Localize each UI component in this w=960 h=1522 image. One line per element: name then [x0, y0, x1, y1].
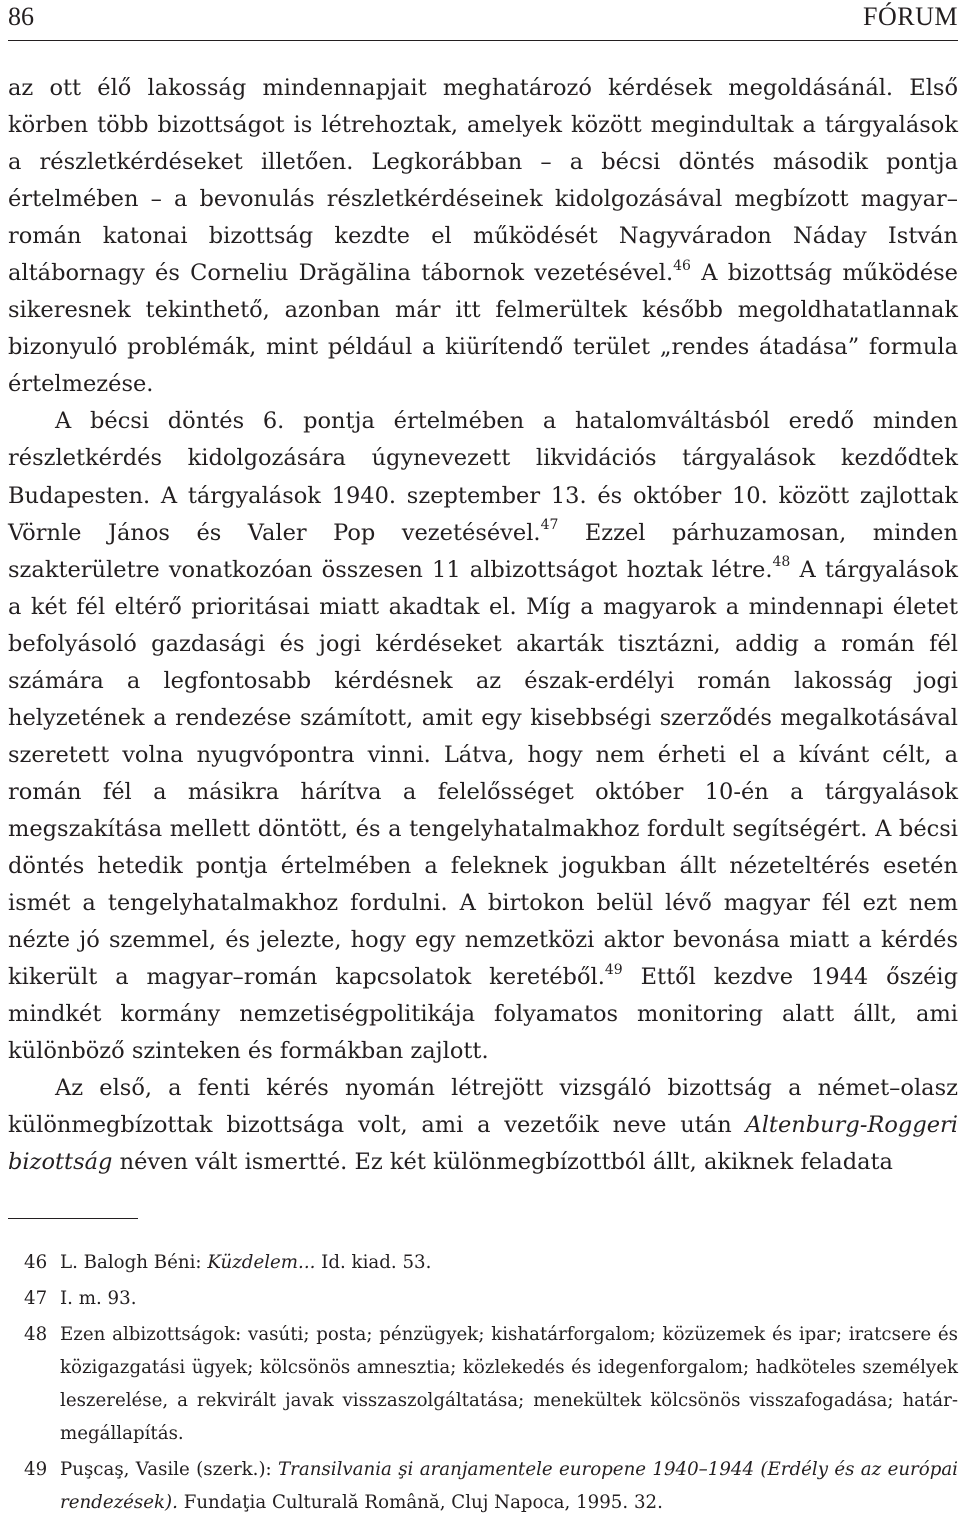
footnote-number: 46: [24, 1252, 48, 1273]
journal-title: FÓRUM: [863, 2, 958, 31]
footnote-author: Puşcaş, Vasile (szerk.):: [60, 1459, 279, 1480]
footnote-text: I. m. 93.: [60, 1288, 137, 1309]
footnote-ref-46[interactable]: 46: [673, 257, 691, 274]
book-page: [8, 0, 958, 1513]
paragraph-text: A tárgyalások a két fél eltérő prioritásai miatt akadtak el. Míg a magyarok a mindennapi életet befolyásoló gazdasági és jogi kérdéseket akarták tisztázni, addig a román fél számára a legfontosabb kérdésnek az észak-erdélyi román lakosság jogi helyzetének a rendezése számított, amit egy kisebbségi szerződés megalkotásával szeretett volna nyugvópontra vinni. Látva, hogy nem érheti el a kívánt célt, a román fél a másikra hárítva a felelősséget október 10-én a tárgyalások megszakítása mellett döntött, és a tengelyhatalmakhoz fordult segítségért. A bécsi döntés hetedik pontja értelmében a feleknek jogukban állt nézeteltérés esetén ismét a tengelyhatalmakhoz fordulni. A birtokon belül lévő magyar fél ezt nem nézte jó szemmel, és jelezte, hogy egy nemzetközi aktor bevonása miatt a kérdés kikerült a magyar–román kapcsolatok keretéből.: [8, 556, 958, 991]
footnote-text: [60, 1453, 958, 1519]
footnote-46: [8, 1246, 958, 1279]
footnote-separator: [8, 1218, 138, 1219]
running-header: [8, 0, 958, 41]
paragraph-3: [8, 1070, 958, 1181]
paragraph-text: Ezzel párhuzamosan, minden szakterületre vonatkozóan összesen 11 albizottságot hoztak létre.: [8, 519, 958, 583]
footnote-title: Küzdelem...: [207, 1252, 316, 1273]
paragraph-2: [8, 403, 958, 1070]
paragraph-text: Ettől kezdve 1944 őszéig mindkét kormány nemzetiségpolitikája folyamatos monitoring alatt állt, ami különböző szinteken és formákban zajlott.: [8, 964, 958, 1065]
footnote-number: 49: [24, 1459, 48, 1480]
footnote-text: Ezen albizottságok: vasúti; posta; pénzügyek; kishatárforgalom; közüzemek és ipar; iratcsere és közigazgatási ügyek; kölcsönös amnesztia; közlekedés és idegenforgalom; hadköteles személyek leszerelése, a rekvirált javak visszaszolgáltatása; menekültek kölcsönös visszafogadása; határ-megállapítás.: [60, 1324, 958, 1444]
paragraph-text: néven vált ismertté. Ez két különmegbízottból állt, akiknek feladata: [112, 1149, 893, 1176]
paragraph-1: [8, 70, 958, 403]
paragraph-text: Az első, a fenti kérés nyomán létrejött vizsgáló bizottság a német–olasz különmegbízottak bizottsága volt, ami a vezetőik neve után: [8, 1075, 958, 1139]
footnote-ref: Fundaţia Culturală Română, Cluj Napoca, 1995. 32.: [177, 1492, 663, 1513]
page-number: 86: [8, 2, 34, 31]
footnote-ref-48[interactable]: 48: [772, 554, 791, 571]
italic-term: Altenburg-Roggeri bizottság: [8, 1112, 958, 1176]
footnote-author: L. Balogh Béni:: [60, 1252, 208, 1273]
footnote-title: Transilvania şi aranjamentele europene 1940–1944 (Erdély és az európai rendezések).: [60, 1459, 958, 1513]
paragraph-text: A bizottság működése sikeresnek tekinthető, azonban már itt felmerültek később megoldhatatlannak bizonyuló problémák, mint például a kiürítendő terület „rendes átadása” formula értelmezése.: [8, 260, 958, 398]
paragraph-text: A bécsi döntés 6. pontja értelmében a hatalomváltásból eredő minden részletkérdés kidolgozására úgynevezett likvidációs tárgyalások kezdődtek Budapesten. A tárgyalások 1940. szeptember 13. és október 10. között zajlottak Vörnle János és Valer Pop vezetésével.: [8, 408, 958, 546]
footnote-text: [60, 1246, 958, 1279]
footnote-ref-47[interactable]: 47: [540, 517, 559, 534]
footnotes: [8, 1246, 958, 1522]
footnote-number: 48: [24, 1324, 48, 1345]
footnote-ref-49[interactable]: 49: [604, 961, 623, 978]
main-text: [8, 70, 958, 1181]
footnote-47: [8, 1282, 958, 1315]
paragraph-text: az ott élő lakosság mindennapjait meghatározó kérdések megoldásánál. Első körben több bizottságot is létrehoztak, amelyek között megindultak a tárgyalások a részletkérdéseket illetően. Legkorábban – a bécsi döntés második pontja értelmében – a bevonulás részletkérdéseinek kidolgozásával megbízott magyar–román katonai bizottság kezdte el működését Nagyváradon Náday István altábornagy és Corneliu Drăgălina tábornok vezetésével.: [8, 75, 958, 287]
footnote-49: [8, 1453, 958, 1519]
footnote-48: [8, 1318, 958, 1450]
footnote-number: 47: [24, 1288, 48, 1309]
footnote-ref: Id. kiad. 53.: [315, 1252, 432, 1273]
